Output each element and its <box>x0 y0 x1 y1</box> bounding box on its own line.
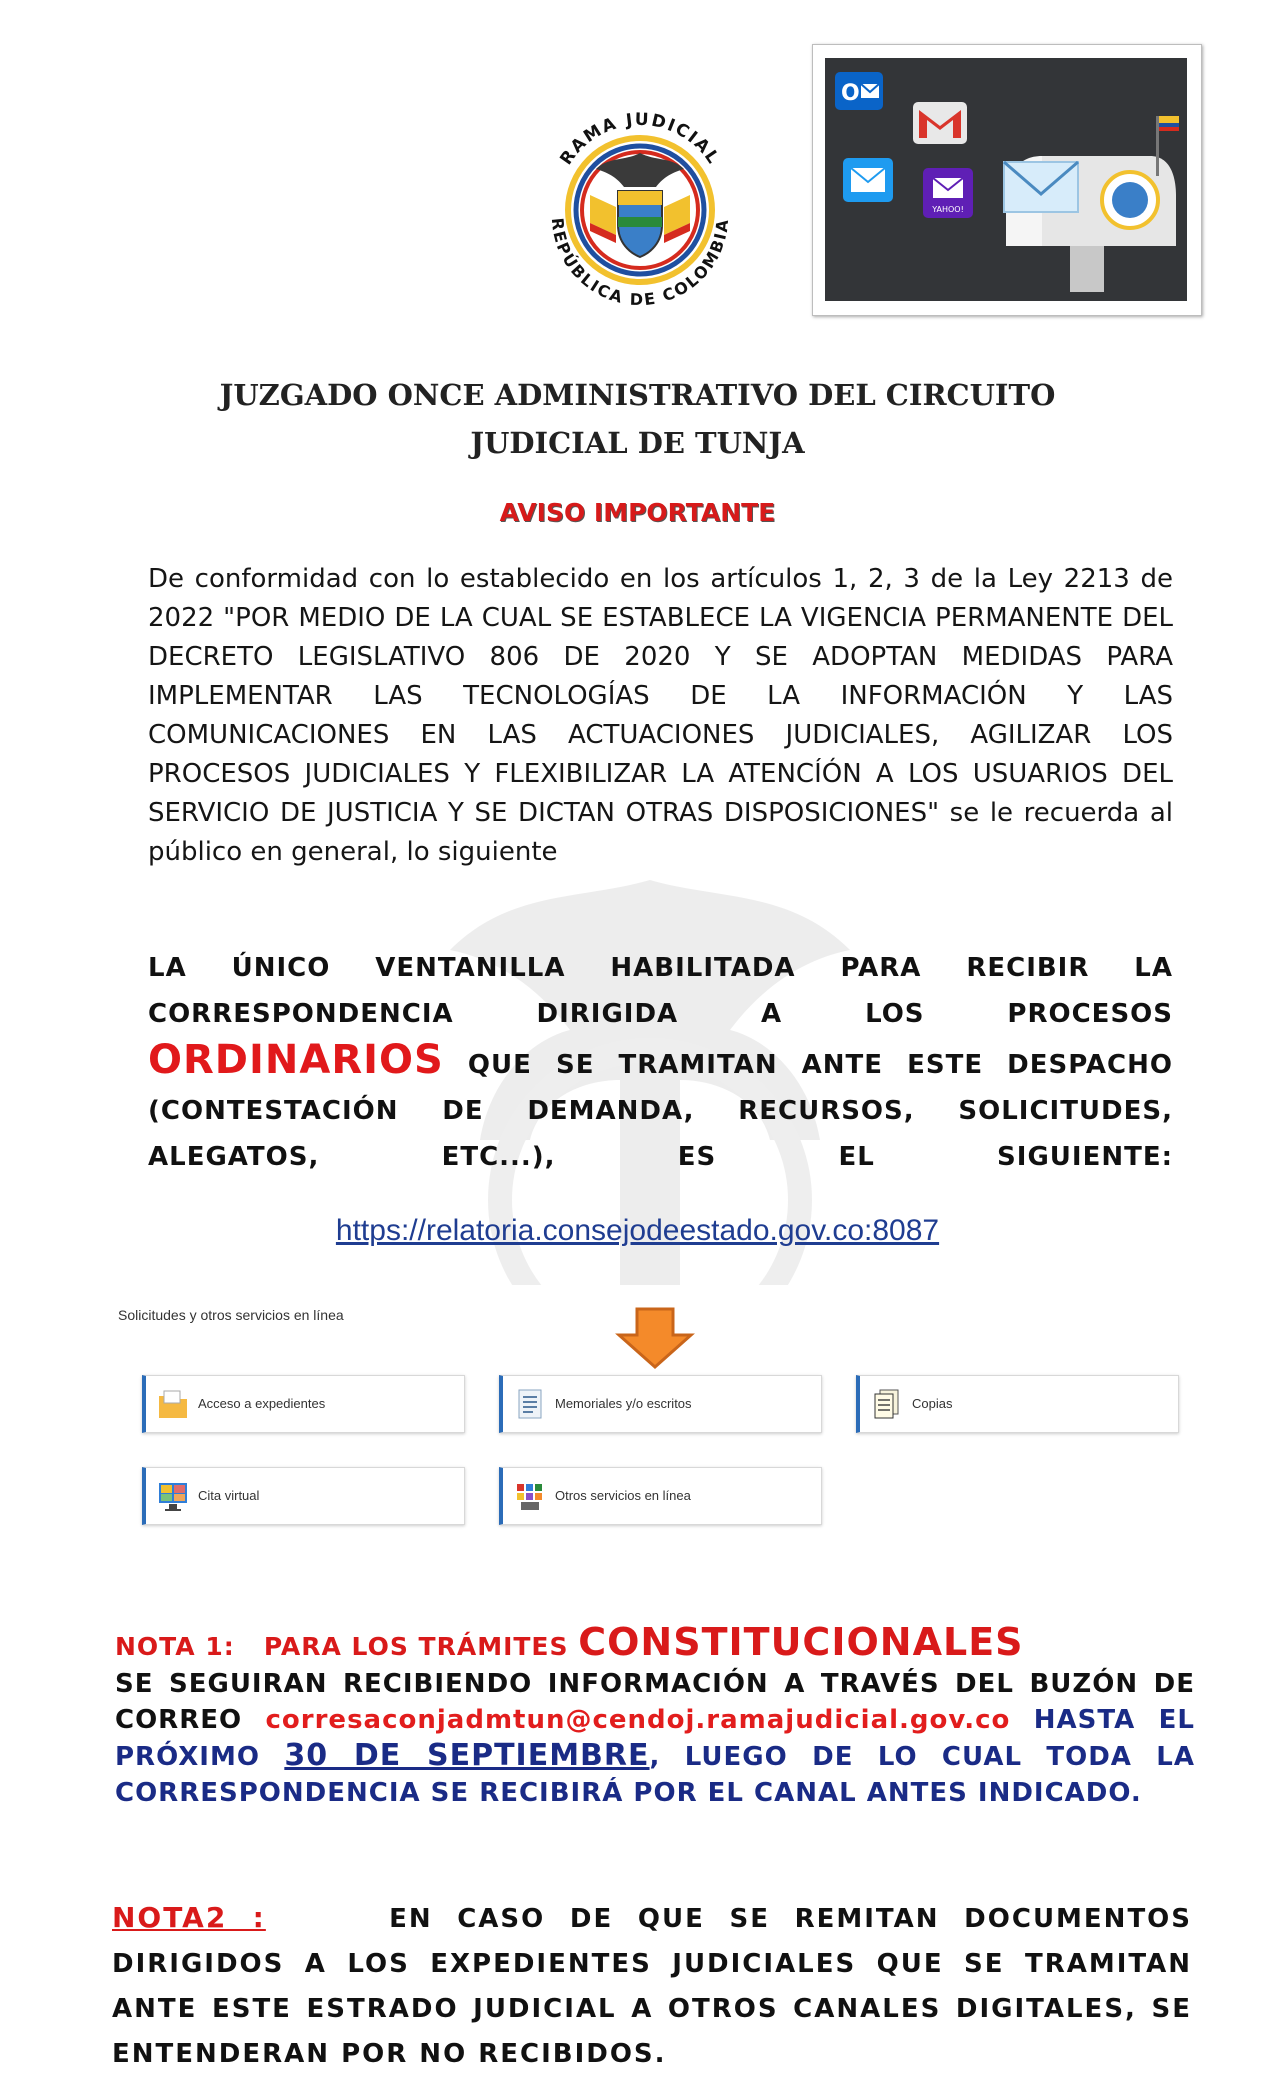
service-label: Cita virtual <box>198 1488 260 1503</box>
outlook-icon <box>835 72 883 110</box>
video-call-icon <box>158 1480 188 1512</box>
rama-judicial-seal-icon <box>530 95 750 330</box>
svg-text:O: O <box>841 81 860 106</box>
service-label: Copias <box>912 1396 953 1411</box>
notice-heading: AVISO IMPORTANTE <box>499 498 776 527</box>
service-memoriales[interactable] <box>499 1375 822 1433</box>
service-label: Memoriales y/o escritos <box>555 1396 692 1411</box>
intro-text: De conformidad con lo establecido en los artículos 1, 2, 3 de la Ley 2213 de 2022 "POR MEDIO DE LA CUAL SE ESTABLECE LA VIGENCIA PERMANENTE DEL DECRETO LEGISLATIVO 806 DE 2020 Y SE ADOPTAN MEDIDAS PARA IMPLEMENTAR LAS TECNOLOGÍAS DE LA INFORMACIÓN Y LAS COMUNICACIONES EN LAS ACTUACIONES JUDICIALES, AGILIZAR LOS PROCESOS JUDICIALES Y FLEXIBILIZAR LA ATENCÍÓN A LOS USUARIOS DEL SERVICIO DE JUSTICIA Y SE DICTAN OTRAS DISPOSICIONES" se le recuerda al público en general, lo siguiente <box>148 564 1173 867</box>
document-icon <box>515 1388 545 1420</box>
intro-paragraph <box>148 560 1173 872</box>
service-copias[interactable] <box>856 1375 1179 1433</box>
nota1-body <box>115 1666 1195 1811</box>
nota1-line2-prefix: DE CORREO <box>115 1669 1195 1735</box>
relatoria-link[interactable]: https://relatoria.consejodeestado.gov.co:8087 <box>335 1214 940 1247</box>
court-name-line1: JUZGADO ONCE ADMINISTRATIVO DEL CIRCUITO <box>219 378 1056 412</box>
seal-text-bottom: REPÚBLICA DE COLOMBIA <box>547 216 733 310</box>
nota1-label: NOTA 1: <box>115 1632 235 1661</box>
mailbox-icon <box>1000 96 1180 292</box>
ordinarios-highlight: ORDINARIOS <box>148 1037 444 1083</box>
yahoo-label: YAHOO! <box>932 205 964 214</box>
email-address[interactable]: corresaconjadmtun@cendoj.ramajudicial.gov.co <box>265 1705 1011 1735</box>
main-notice <box>148 945 1173 1180</box>
online-services-panel <box>112 1285 1187 1565</box>
services-title: Solicitudes y otros servicios en línea <box>118 1307 344 1323</box>
colombia-flag-icon <box>1159 116 1179 131</box>
nota1-line1: SE SEGUIRAN RECIBIENDO INFORMACIÓN A TRAVÉS DEL BUZÓN <box>115 1669 1139 1699</box>
gmail-icon <box>913 102 967 144</box>
constitucionales-highlight: CONSTITUCIONALES <box>578 1620 1024 1664</box>
nota1-line3-prefix: HASTA EL PRÓXIMO <box>115 1705 1195 1772</box>
court-name-line2: JUDICIAL DE TUNJA <box>470 426 805 460</box>
arrow-down-icon <box>615 1305 695 1371</box>
nota1-prefix: PARA LOS TRÁMITES <box>263 1632 569 1661</box>
seal-text-top: RAMA JUDICIAL <box>556 109 724 169</box>
copies-icon <box>872 1388 902 1420</box>
nota2-text: EN CASO DE QUE SE REMITAN DOCUMENTOS DIRIGIDOS A LOS EXPEDIENTES JUDICIALES QUE SE TRAMITAN ANTE ESTE ESTRADO JUDICIAL A OTROS CANALES DIGITALES, SE ENTENDERAN POR NO RECIBIDOS. <box>112 1904 1193 2069</box>
service-acceso-expedientes[interactable] <box>142 1375 465 1433</box>
nota1-block <box>115 1620 1195 1811</box>
nota2-block <box>112 1895 1192 2077</box>
mail-graphic <box>825 58 1187 301</box>
nota2-label: NOTA2 : <box>112 1901 266 1934</box>
yahoo-icon <box>923 168 973 218</box>
service-label: Acceso a expedientes <box>198 1396 326 1411</box>
main-notice-part1: LA ÚNICO VENTANILLA HABILITADA PARA RECIBIR LA CORRESPONDENCIA DIRIGIDA A LOS PROCESOS <box>148 953 1173 1029</box>
grid-apps-icon <box>515 1480 545 1512</box>
nota1-line3-suffix: , LUEGO DE LO CUAL TODA LA CORRESPONDENCIA SE RECIBIRÁ POR EL CANAL ANTES INDICADO. <box>115 1742 1195 1808</box>
nota1-heading <box>115 1620 1195 1666</box>
mail-icon <box>843 158 893 202</box>
service-cita-virtual[interactable] <box>142 1467 465 1525</box>
folder-icon <box>158 1388 188 1420</box>
service-otros[interactable] <box>499 1467 822 1525</box>
main-notice-part2: QUE SE TRAMITAN ANTE ESTE DESPACHO (CONTESTACIÓN DE DEMANDA, RECURSOS, SOLICITUDES, ALEGATOS, ETC...), ES EL SIGUIENTE: <box>148 1050 1173 1172</box>
deadline-date: 30 DE SEPTIEMBRE <box>284 1738 650 1773</box>
service-label: Otros servicios en línea <box>555 1488 691 1503</box>
